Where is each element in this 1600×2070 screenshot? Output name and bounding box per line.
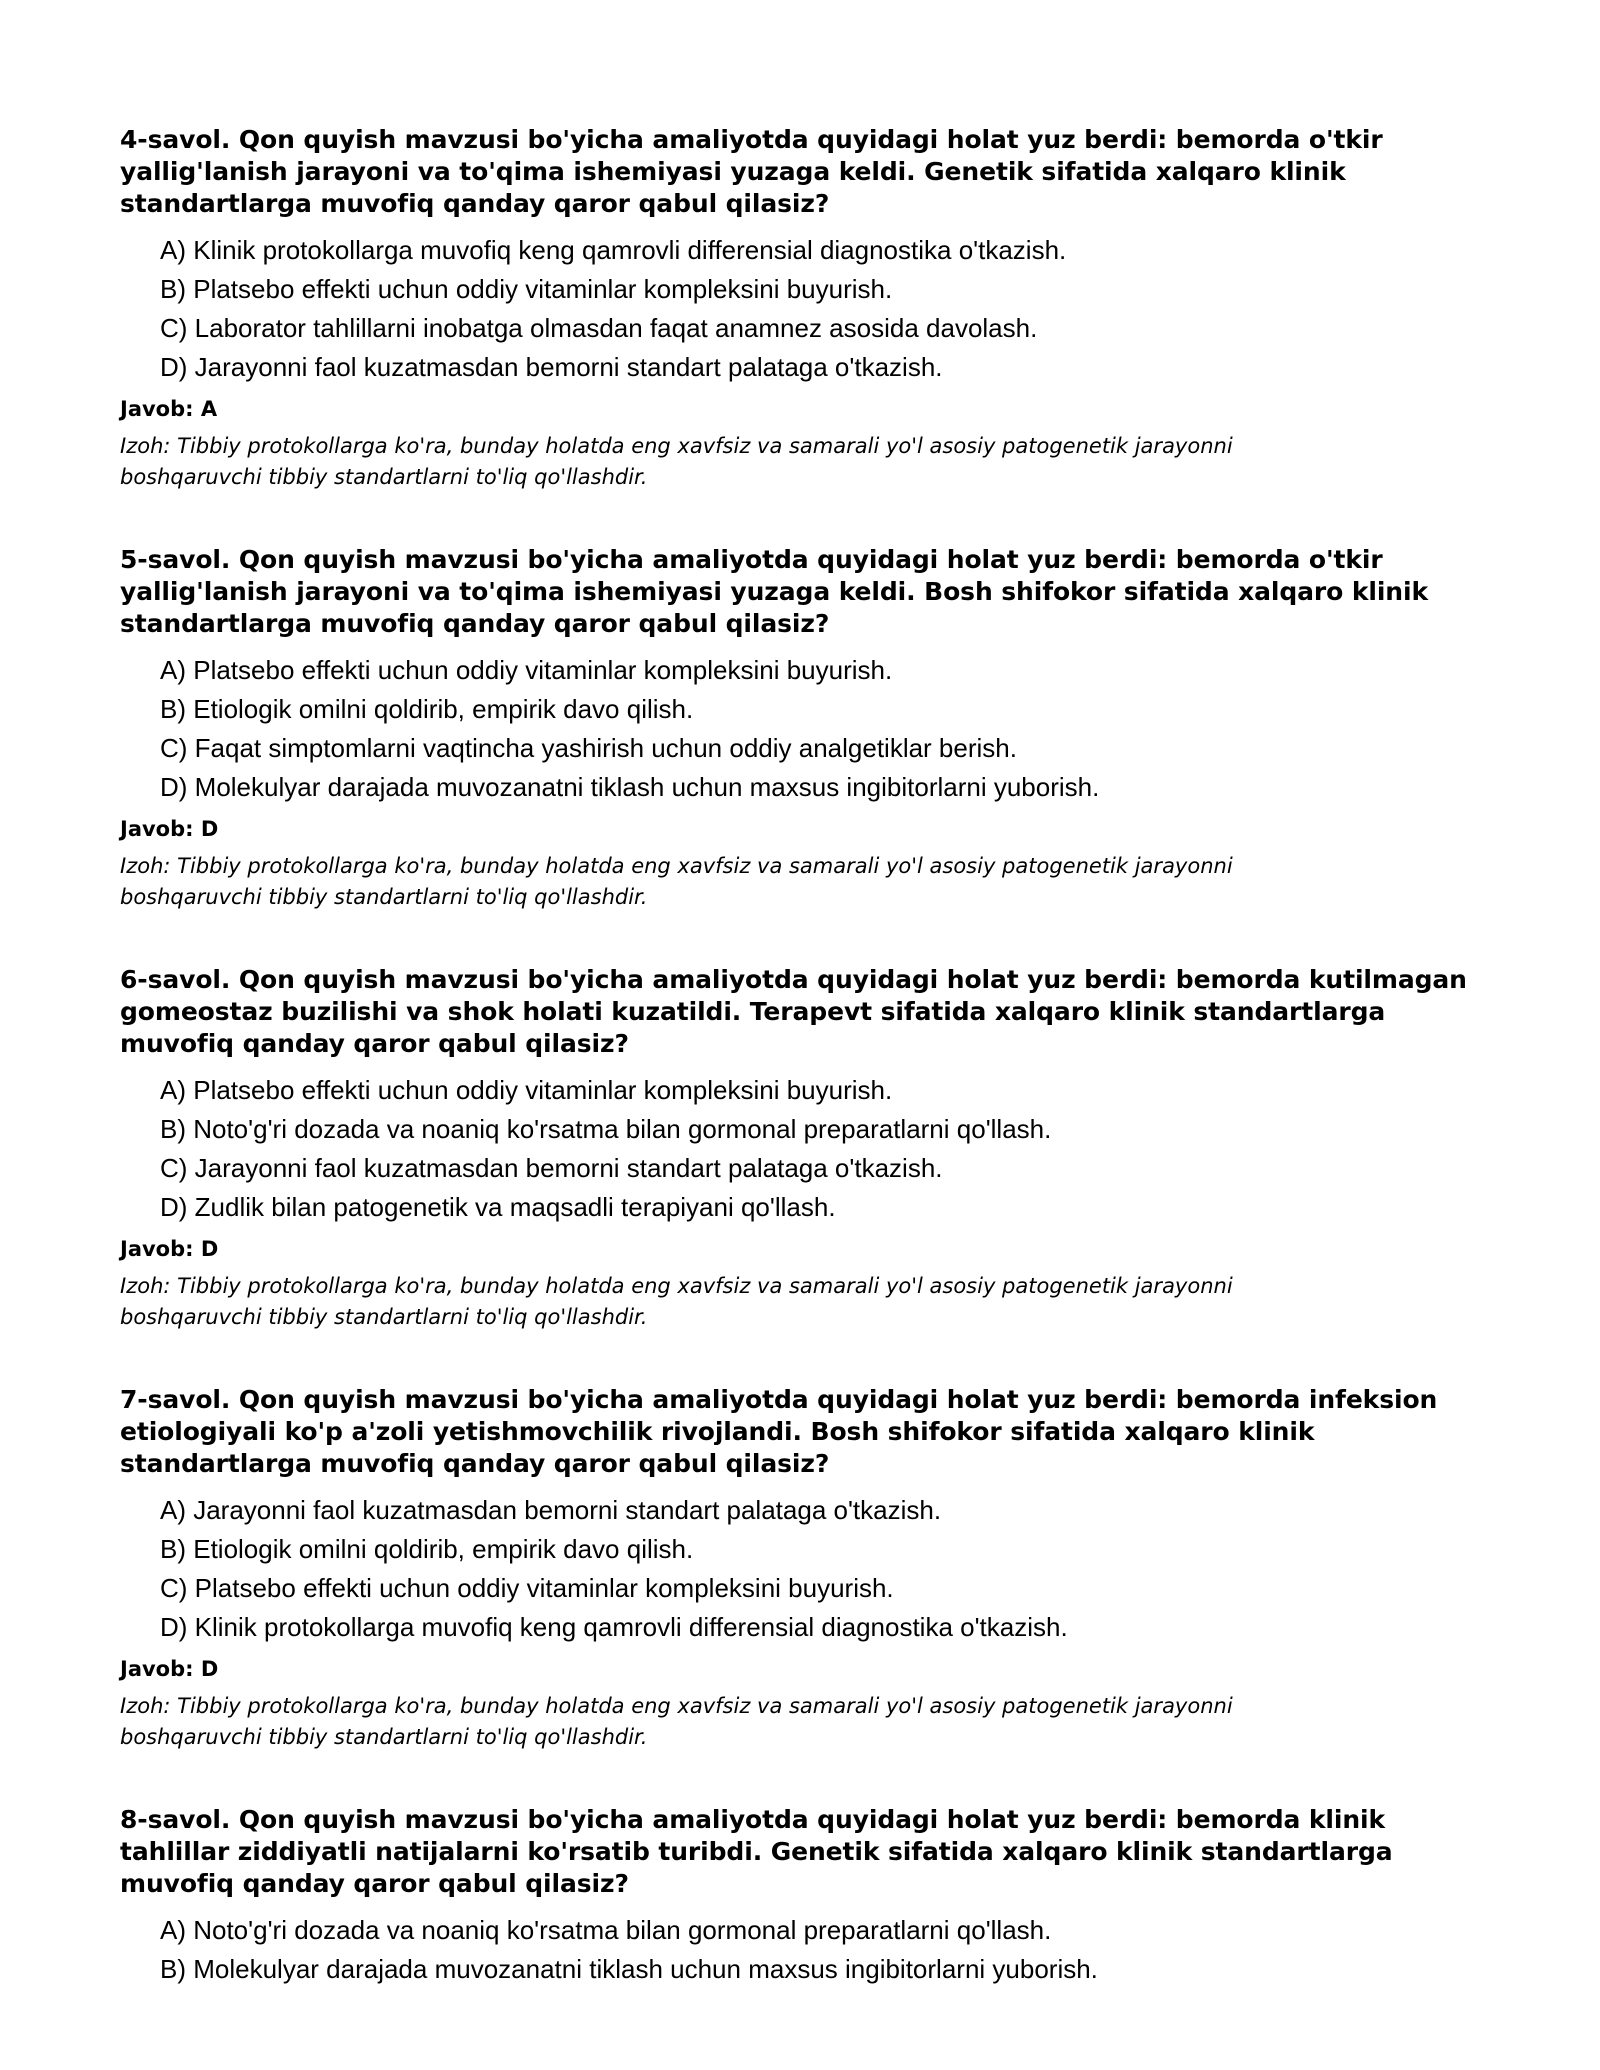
question-block: [120, 124, 1500, 493]
option-list: [120, 1071, 1500, 1227]
option-item: C) Jarayonni faol kuzatmasdan bemorni standart palataga o'tkazish.: [160, 1153, 943, 1183]
option-item: C) Faqat simptomlarni vaqtincha yashirish uchun oddiy analgetiklar berish.: [160, 733, 1017, 763]
question-title: 7-savol. Qon quyish mavzusi bo'yicha amaliyotda quyidagi holat yuz berdi: bemorda infeksion etiologiyali ko'p a'zoli yetishmovchilik rivojlandi. Bosh shifokor sifatida xalqaro klinik standartlarga muvofiq qanday qaror qabul qilasiz?: [120, 1385, 1438, 1478]
answer-label: Javob: D: [120, 1237, 219, 1261]
explanation-note: Izoh: Tibbiy protokollarga ko'ra, bunday holatda eng xavfsiz va samarali yo'l asosiy patogenetik jarayonni boshqaruvchi tibbiy standartlarni to'liq qo'llashdir.: [120, 1274, 1233, 1329]
option-list: [120, 1491, 1500, 1647]
option-item: A) Noto'g'ri dozada va noaniq ko'rsatma bilan gormonal preparatlarni qo'llash.: [160, 1915, 1052, 1945]
document-page: [120, 124, 1500, 2040]
option-item: D) Zudlik bilan patogenetik va maqsadli terapiyani qo'llash.: [160, 1192, 836, 1222]
option-list: [120, 1911, 1500, 1989]
answer-label: Javob: A: [120, 397, 218, 421]
question-title: 6-savol. Qon quyish mavzusi bo'yicha amaliyotda quyidagi holat yuz berdi: bemorda kutilmagan gomeostaz buzilishi va shok holati kuzatildi. Terapevt sifatida xalqaro klinik standartlarga muvofiq qanday qaror qabul qilasiz?: [120, 965, 1467, 1058]
question-block: [120, 1384, 1500, 1753]
explanation-note: Izoh: Tibbiy protokollarga ko'ra, bunday holatda eng xavfsiz va samarali yo'l asosiy patogenetik jarayonni boshqaruvchi tibbiy standartlarni to'liq qo'llashdir.: [120, 854, 1233, 909]
option-item: D) Jarayonni faol kuzatmasdan bemorni standart palataga o'tkazish.: [160, 352, 943, 382]
option-item: A) Platsebo effekti uchun oddiy vitaminlar kompleksini buyurish.: [160, 655, 893, 685]
answer-label: Javob: D: [120, 817, 219, 841]
explanation-note: Izoh: Tibbiy protokollarga ko'ra, bunday holatda eng xavfsiz va samarali yo'l asosiy patogenetik jarayonni boshqaruvchi tibbiy standartlarni to'liq qo'llashdir.: [120, 1694, 1233, 1749]
question-title: 8-savol. Qon quyish mavzusi bo'yicha amaliyotda quyidagi holat yuz berdi: bemorda klinik tahlillar ziddiyatli natijalarni ko'rsatib turibdi. Genetik sifatida xalqaro klinik standartlarga muvofiq qanday qaror qabul qilasiz?: [120, 1805, 1393, 1898]
explanation-note: Izoh: Tibbiy protokollarga ko'ra, bunday holatda eng xavfsiz va samarali yo'l asosiy patogenetik jarayonni boshqaruvchi tibbiy standartlarni to'liq qo'llashdir.: [120, 434, 1233, 489]
question-block: [120, 964, 1500, 1333]
option-item: D) Klinik protokollarga muvofiq keng qamrovli differensial diagnostika o'tkazish.: [160, 1612, 1068, 1642]
option-item: B) Noto'g'ri dozada va noaniq ko'rsatma bilan gormonal preparatlarni qo'llash.: [160, 1114, 1052, 1144]
option-item: B) Molekulyar darajada muvozanatni tiklash uchun maxsus ingibitorlarni yuborish.: [160, 1954, 1098, 1984]
option-list: [120, 231, 1500, 387]
option-item: C) Platsebo effekti uchun oddiy vitaminlar kompleksini buyurish.: [160, 1573, 894, 1603]
option-item: C) Laborator tahlillarni inobatga olmasdan faqat anamnez asosida davolash.: [160, 313, 1038, 343]
option-item: B) Etiologik omilni qoldirib, empirik davo qilish.: [160, 694, 694, 724]
option-item: D) Molekulyar darajada muvozanatni tiklash uchun maxsus ingibitorlarni yuborish.: [160, 772, 1100, 802]
option-item: A) Jarayonni faol kuzatmasdan bemorni standart palataga o'tkazish.: [160, 1495, 942, 1525]
question-block: [120, 1804, 1500, 1989]
option-item: A) Klinik protokollarga muvofiq keng qamrovli differensial diagnostika o'tkazish.: [160, 235, 1067, 265]
option-item: A) Platsebo effekti uchun oddiy vitaminlar kompleksini buyurish.: [160, 1075, 893, 1105]
option-item: B) Etiologik omilni qoldirib, empirik davo qilish.: [160, 1534, 694, 1564]
option-item: B) Platsebo effekti uchun oddiy vitaminlar kompleksini buyurish.: [160, 274, 893, 304]
answer-label: Javob: D: [120, 1657, 219, 1681]
question-title: 4-savol. Qon quyish mavzusi bo'yicha amaliyotda quyidagi holat yuz berdi: bemorda o'tkir yallig'lanish jarayoni va to'qima ishemiyasi yuzaga keldi. Genetik sifatida xalqaro klinik standartlarga muvofiq qanday qaror qabul qilasiz?: [120, 125, 1383, 218]
question-block: [120, 544, 1500, 913]
question-title: 5-savol. Qon quyish mavzusi bo'yicha amaliyotda quyidagi holat yuz berdi: bemorda o'tkir yallig'lanish jarayoni va to'qima ishemiyasi yuzaga keldi. Bosh shifokor sifatida xalqaro klinik standartlarga muvofiq qanday qaror qabul qilasiz?: [120, 545, 1428, 638]
option-list: [120, 651, 1500, 807]
